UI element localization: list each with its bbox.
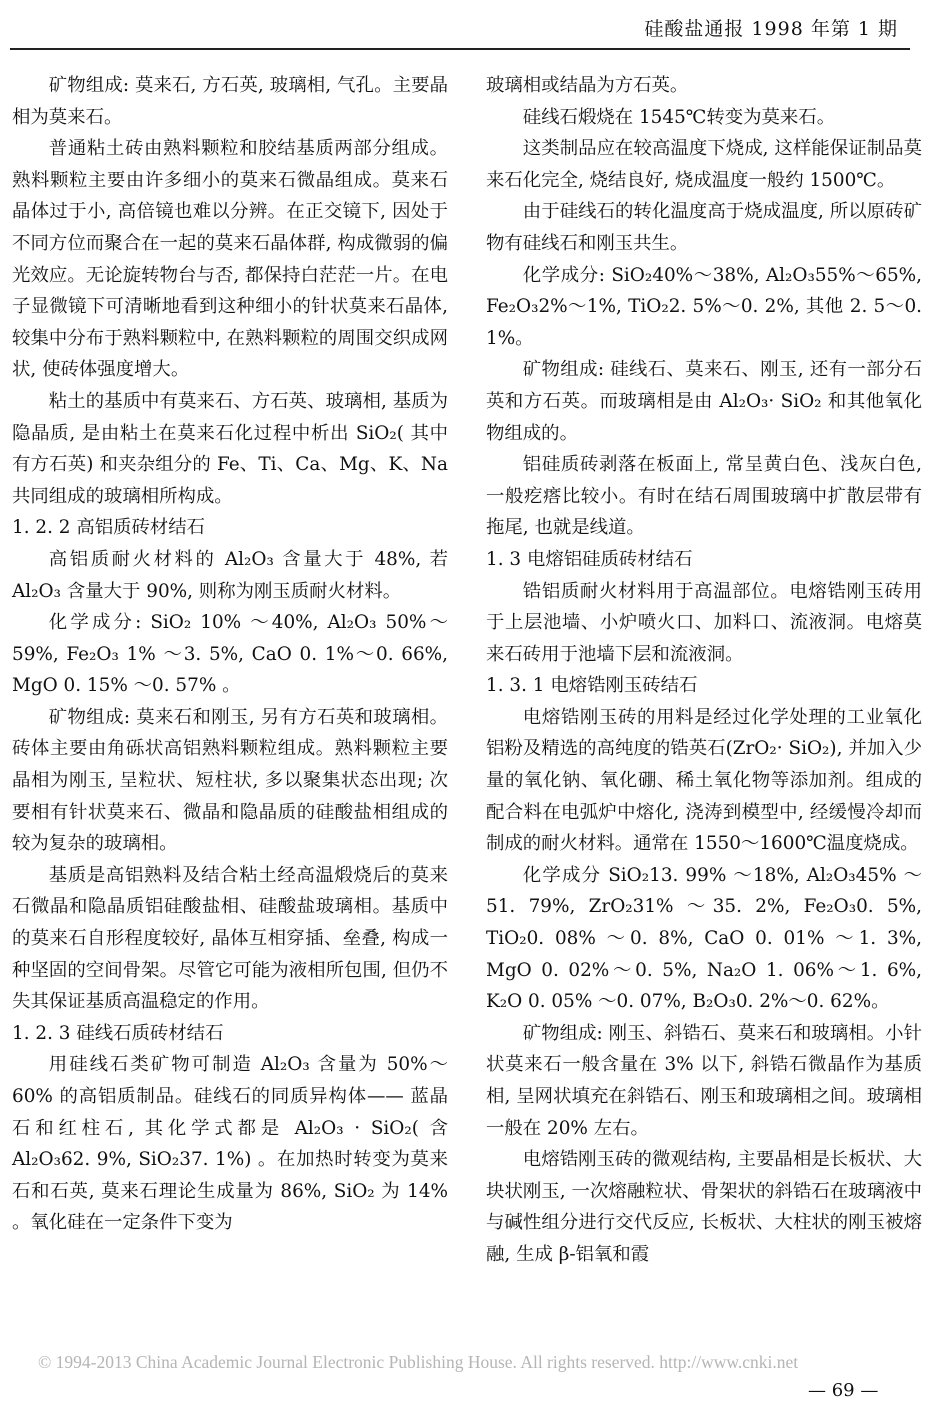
- section-heading: 1. 3. 1 电熔锆刚玉砖结石: [486, 675, 698, 697]
- paragraph: 矿物组成: 硅线石、莫来石、刚玉, 还有一部分石英和方石英。而玻璃相是由 Al₂O₃· SiO₂ 和其他氧化物组成的。: [486, 359, 922, 444]
- header-rule: [10, 48, 910, 50]
- paragraph: 高铝质耐火材料的 Al₂O₃ 含量大于 48%, 若 Al₂O₃ 含量大于 90%, 则称为刚玉质耐火材料。: [12, 548, 448, 602]
- right-column: [486, 70, 922, 1271]
- running-head: 硅酸盐通报 1998 年第 1 期: [644, 18, 898, 40]
- section-heading: 1. 3 电熔铝硅质砖材结石: [486, 548, 693, 570]
- left-column: [12, 70, 448, 1239]
- paragraph: 用硅线石类矿物可制造 Al₂O₃ 含量为 50%～60% 的高铝质制品。硅线石的同质异构体—— 蓝晶石和红柱石, 其化学式都是 Al₂O₃ · SiO₂( 含 Al₂O₃62. 9%, SiO₂37. 1%) 。在加热时转变为莫来石和石英, 莫来石理论生成量为 86%, SiO₂ 为 14% 。氧化硅在一定条件下变为: [12, 1054, 448, 1234]
- paragraph: 矿物组成: 刚玉、斜锆石、莫来石和玻璃相。小针状莫来石一般含量在 3% 以下, 斜锆石微晶作为基质相, 呈网状填充在斜锆石、刚玉和玻璃相之间。玻璃相一般在 20% 左右。: [486, 1022, 922, 1139]
- paragraph: 铝硅质砖剥落在板面上, 常呈黄白色、浅灰白色, 一般疙瘩比较小。有时在结石周围玻璃中扩散层带有拖尾, 也就是线道。: [486, 454, 922, 539]
- paragraph: 电熔锆刚玉砖的用料是经过化学处理的工业氧化铝粉及精选的高纯度的锆英石(ZrO₂· SiO₂), 并加入少量的氧化钠、氧化硼、稀土氧化物等添加剂。组成的配合料在电弧炉中熔化, 浇涛到模型中, 经缓慢冷却而制成的耐火材料。通常在 1550～1600℃温度烧成。: [486, 706, 922, 855]
- paragraph: 矿物组成: 莫来石, 方石英, 玻璃相, 气孔。主要晶相为莫来石。: [12, 75, 448, 128]
- paragraph: 硅线石煅烧在 1545℃转变为莫来石。: [522, 106, 836, 128]
- paragraph: 由于硅线石的转化温度高于烧成温度, 所以原砖矿物有硅线石和刚玉共生。: [486, 201, 922, 254]
- page-number: — 69 —: [808, 1380, 879, 1401]
- footer-copyright: © 1994-2013 China Academic Journal Electronic Publishing House. All rights reserved. http://www.cnki.net: [38, 1352, 799, 1372]
- paragraph: 粘土的基质中有莫来石、方石英、玻璃相, 基质为隐晶质, 是由粘土在莫来石化过程中析出 SiO₂( 其中有方石英) 和夹杂组分的 Fe、Ti、Ca、Mg、K、Na 共同组成的玻璃相所构成。: [12, 390, 448, 507]
- section-heading: 1. 2. 3 硅线石质砖材结石: [12, 1022, 224, 1044]
- paragraph: 基质是高铝熟料及结合粘土经高温煅烧后的莫来石微晶和隐晶质铝硅酸盐相、硅酸盐玻璃相。基质中的莫来石自形程度较好, 晶体互相穿插、垒叠, 构成一种坚固的空间骨架。尽管它可能为液相所包围, 但仍不失其保证基质高温稳定的作用。: [12, 864, 448, 1013]
- paragraph: 这类制品应在较高温度下烧成, 这样能保证制品莫来石化完全, 烧结良好, 烧成温度一般约 1500℃。: [486, 138, 922, 191]
- paragraph-continuation: 玻璃相或结晶为方石英。: [486, 75, 689, 96]
- paragraph: 化学成分 SiO₂13. 99% ～18%, Al₂O₃45% ～51. 79%, ZrO₂31% ～35. 2%, Fe₂O₃0. 5%, TiO₂0. 08% ～0. 8%, CaO 0. 01% ～1. 3%, MgO 0. 02%～0. 5%, Na₂O 1. 06%～1. 6%, K₂O 0. 05% ～0. 07%, B₂O₃0. 2%～0. 62%。: [486, 864, 922, 1013]
- paragraph: 矿物组成: 莫来石和刚玉, 另有方石英和玻璃相。砖体主要由角砾状高铝熟料颗粒组成。熟料颗粒主要晶相为刚玉, 呈粒状、短柱状, 多以聚集状态出现; 次要相有针状莫来石、微晶和隐晶质的硅酸盐相组成的较为复杂的玻璃相。: [12, 706, 448, 855]
- paragraph: 普通粘土砖由熟料颗粒和胶结基质两部分组成。熟料颗粒主要由许多细小的莫来石微晶组成。莫来石晶体过于小, 高倍镜也难以分辨。在正交镜下, 因处于不同方位而聚合在一起的莫来石晶体群, 构成微弱的偏光效应。无论旋转物台与否, 都保持白茫茫一片。在电子显微镜下可清晰地看到这种细小的针状莫来石晶体, 较集中分布于熟料颗粒中, 在熟料颗粒的周围交织成网状, 使砖体强度增大。: [12, 138, 448, 381]
- paragraph: 电熔锆刚玉砖的微观结构, 主要晶相是长板状、大块状刚玉, 一次熔融粒状、骨架状的斜锆石在玻璃液中与碱性组分进行交代反应, 长板状、大柱状的刚玉被熔融, 生成 β-铝氧和霞: [486, 1149, 922, 1265]
- paragraph: 锆铝质耐火材料用于高温部位。电熔锆刚玉砖用于上层池墙、小炉喷火口、加料口、流液洞。电熔莫来石砖用于池墙下层和流液洞。: [486, 580, 922, 665]
- paragraph: 化学成分: SiO₂ 10% ～40%, Al₂O₃ 50%～59%, Fe₂O₃ 1% ～3. 5%, CaO 0. 1%～0. 66%, MgO 0. 15% ～0. 57% 。: [12, 612, 448, 697]
- section-heading: 1. 2. 2 高铝质砖材结石: [12, 517, 206, 539]
- paragraph: 化学成分: SiO₂40%～38%, Al₂O₃55%～65%, Fe₂O₃2%～1%, TiO₂2. 5%～0. 2%, 其他 2. 5～0. 1%。: [486, 264, 922, 349]
